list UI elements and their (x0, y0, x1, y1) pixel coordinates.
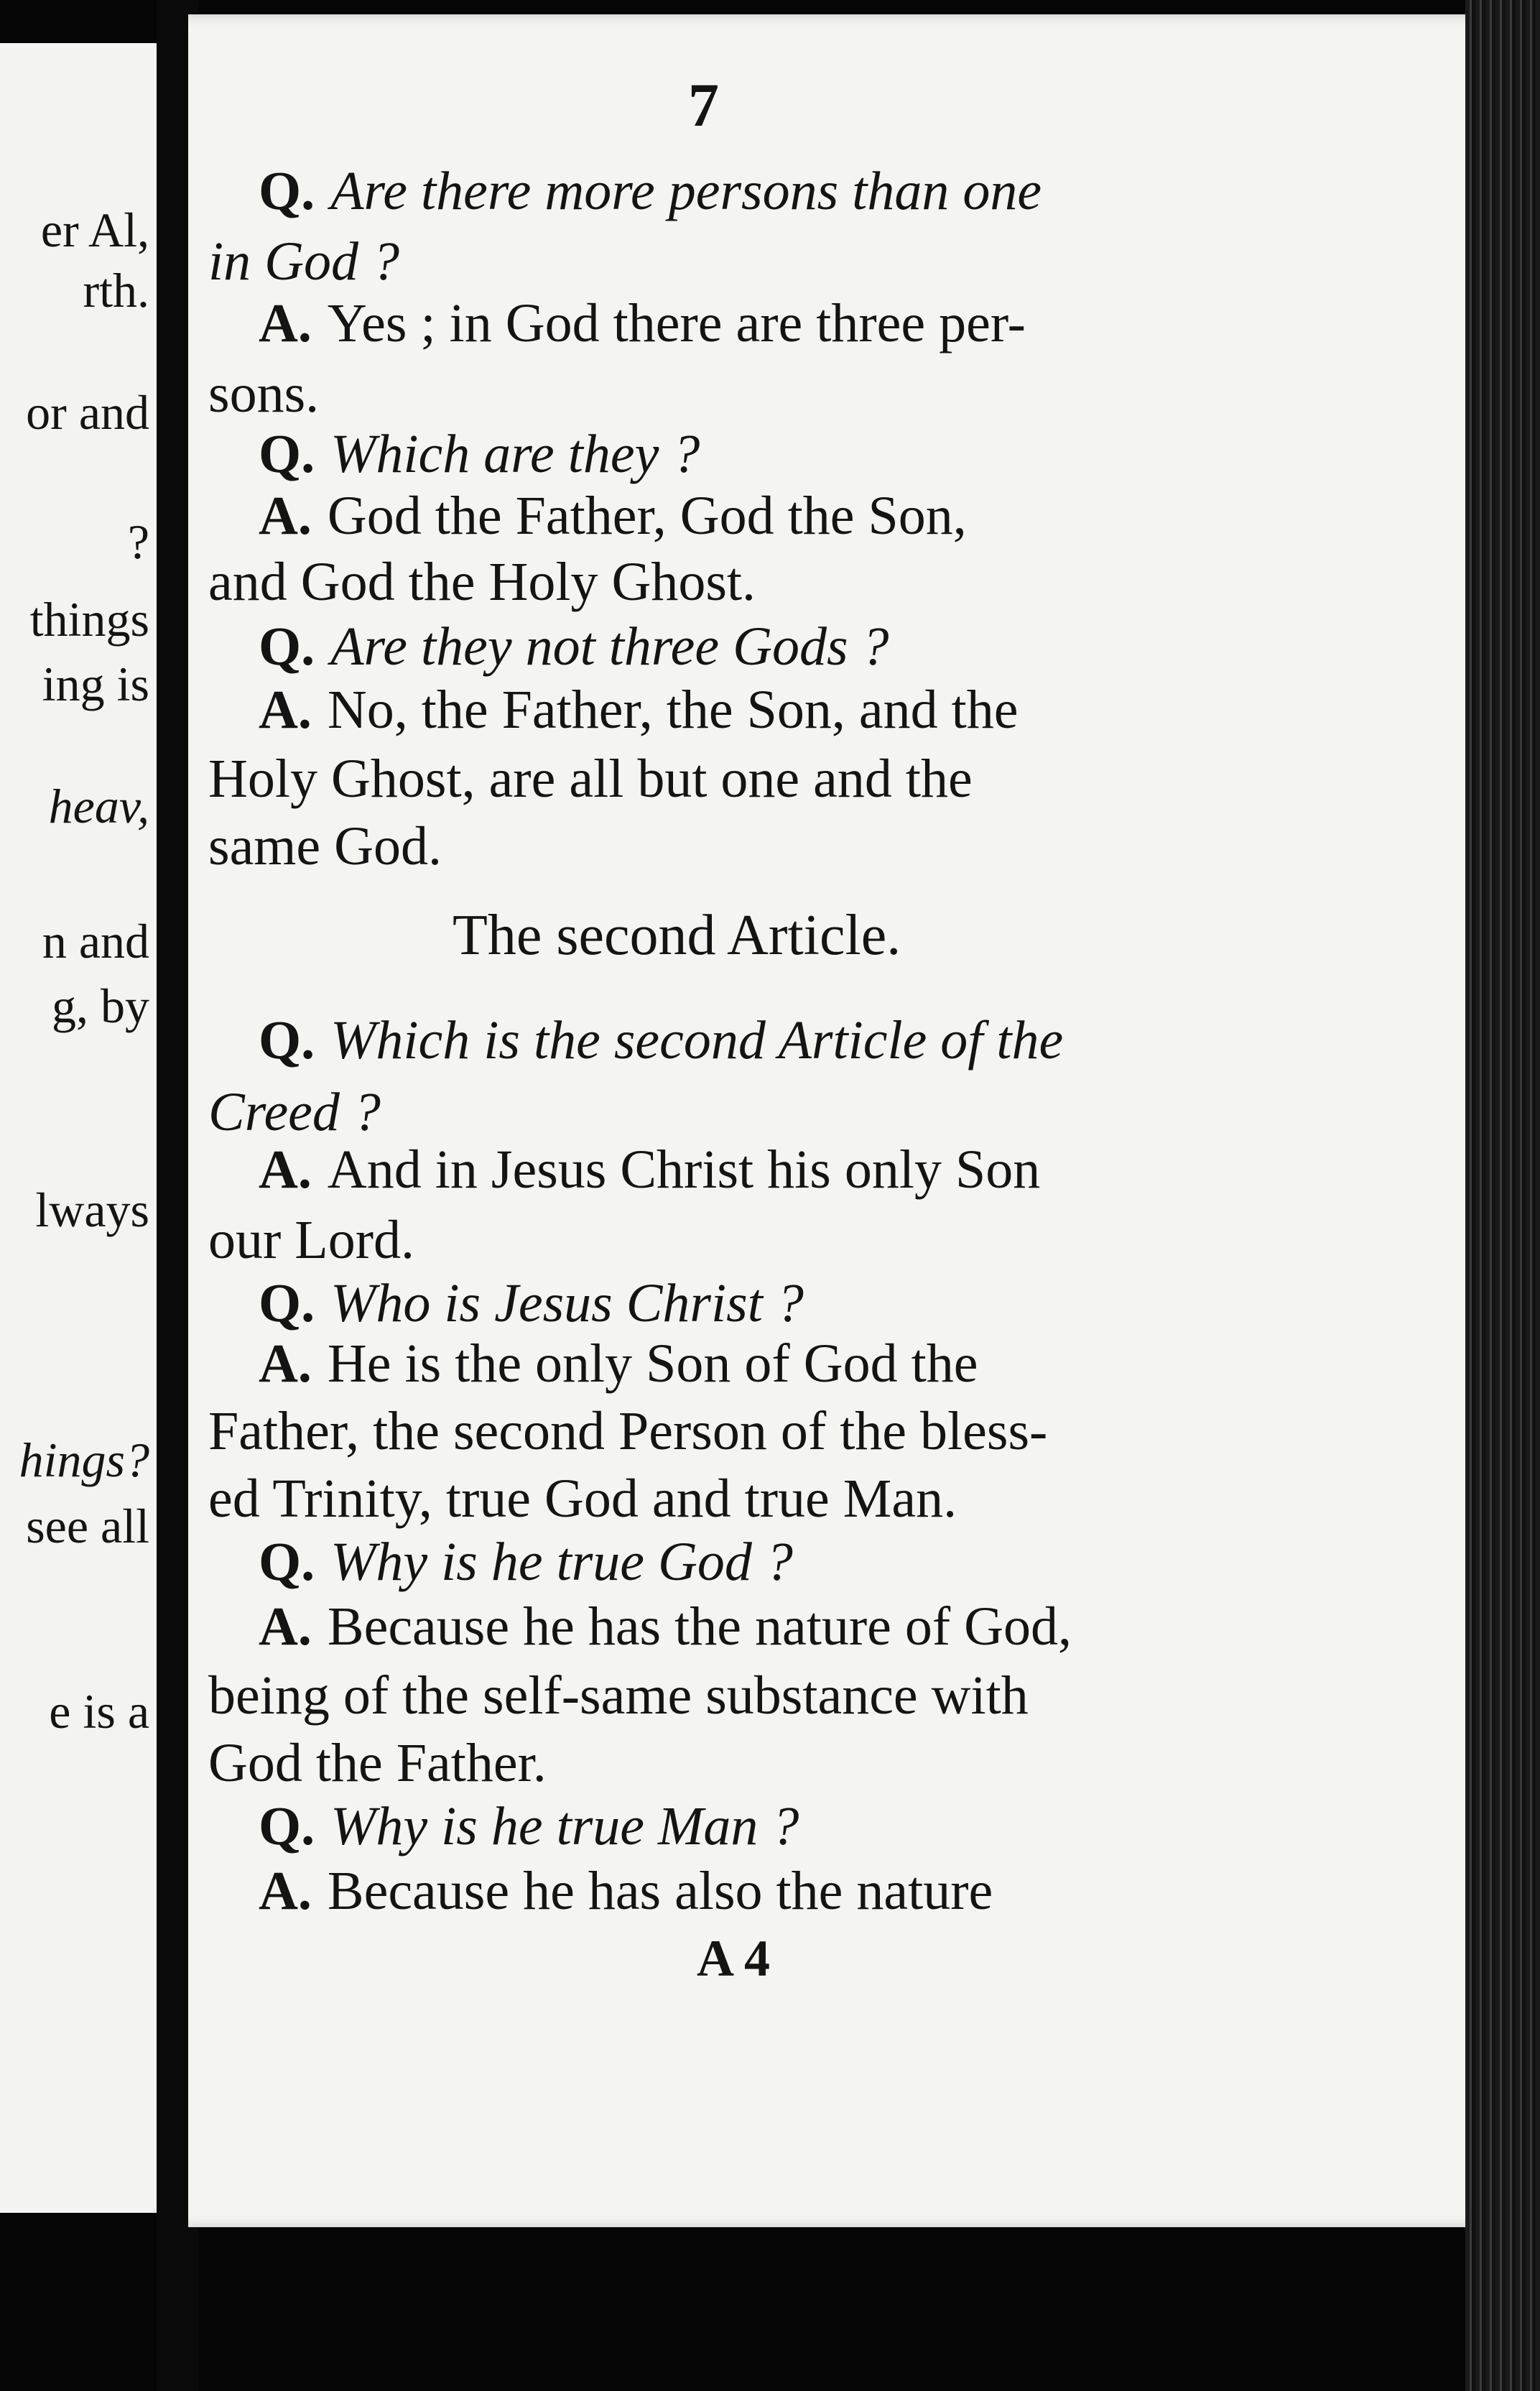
question-label: Q. (259, 1796, 315, 1856)
facing-page-strip (0, 43, 157, 2213)
answer-text: Father, the second Person of the bless- (208, 1401, 1048, 1461)
text-line (208, 1733, 1228, 1793)
answer-text: And in Jesus Christ his only Son (327, 1139, 1041, 1200)
text-line (208, 1469, 1228, 1529)
question-text: in God ? (208, 231, 399, 292)
answer-label: A. (259, 1861, 312, 1921)
question-label: Q. (259, 1532, 315, 1592)
facing-page-line: rth. (83, 263, 149, 318)
text-line (259, 161, 1279, 221)
page-number: 7 (688, 70, 719, 139)
question-label: Q. (259, 161, 315, 221)
question-text: Which is the second Article of the (330, 1010, 1064, 1070)
facing-page-line: n and (42, 914, 149, 968)
text-line (208, 1665, 1228, 1726)
text-line (208, 749, 1228, 809)
answer-label: A. (259, 486, 312, 546)
answer-text: Holy Ghost, are all but one and the (208, 749, 973, 809)
text-line (208, 816, 1228, 877)
question-text: Are they not three Gods ? (330, 616, 889, 677)
question-text: Why is he true Man ? (330, 1796, 799, 1856)
answer-text: our Lord. (208, 1210, 415, 1270)
question-text: Which are they ? (330, 424, 700, 484)
question-label: Q. (259, 616, 315, 677)
text-line (259, 293, 1279, 353)
answer-label: A. (259, 1596, 312, 1657)
text-line (259, 1596, 1279, 1657)
facing-page-line: heav, (48, 779, 149, 833)
text-line (259, 1532, 1279, 1592)
text-line (259, 680, 1279, 740)
page-edges (1465, 0, 1540, 2391)
facing-page-line: ? (127, 514, 149, 569)
answer-text: He is the only Son of God the (327, 1333, 978, 1394)
text-line (259, 1010, 1279, 1070)
facing-page-line: g, by (52, 979, 149, 1033)
answer-text: Yes ; in God there are three per- (327, 293, 1026, 353)
answer-text: No, the Father, the Son, and the (327, 680, 1019, 740)
text-line (259, 1139, 1279, 1200)
text-line (259, 424, 1279, 484)
text-line (208, 1082, 1228, 1142)
text-line (208, 1401, 1228, 1461)
facing-page-line: ing is (42, 657, 149, 711)
answer-text: sons. (208, 364, 320, 424)
question-label: Q. (259, 1273, 315, 1333)
answer-text: Because he has the nature of God, (327, 1596, 1072, 1657)
text-line (259, 1796, 1279, 1856)
answer-text: and God the Holy Ghost. (208, 552, 756, 612)
text-line (208, 1210, 1228, 1270)
text-line (259, 1273, 1279, 1333)
text-line (259, 616, 1279, 677)
facing-page-line: hings? (19, 1433, 149, 1487)
answer-label: A. (259, 1333, 312, 1394)
question-label: Q. (259, 1010, 315, 1070)
text-line (259, 486, 1279, 546)
facing-page-line: er Al, (40, 203, 149, 257)
text-line (259, 1333, 1279, 1394)
text-line (259, 1861, 1279, 1921)
signature-mark: A 4 (697, 1930, 771, 1987)
question-text: Who is Jesus Christ ? (330, 1273, 804, 1333)
text-line (208, 552, 1228, 612)
facing-page-line: lways (35, 1183, 149, 1237)
question-text: Creed ? (208, 1082, 381, 1142)
question-text: Are there more persons than one (330, 161, 1042, 221)
answer-text: God the Father. (208, 1733, 547, 1793)
text-line (208, 364, 1228, 424)
facing-page-line: or and (26, 385, 149, 440)
facing-page-line: see all (26, 1499, 149, 1553)
facing-page-line: things (29, 592, 149, 647)
answer-text: God the Father, God the Son, (327, 486, 967, 546)
answer-text: Because he has also the nature (327, 1861, 993, 1921)
question-text: Why is he true God ? (330, 1532, 793, 1592)
question-label: Q. (259, 424, 315, 484)
text-line (208, 231, 1228, 292)
answer-label: A. (259, 680, 312, 740)
facing-page-line: e is a (49, 1684, 149, 1739)
answer-label: A. (259, 293, 312, 353)
answer-label: A. (259, 1139, 312, 1200)
section-heading: The second Article. (453, 904, 901, 967)
answer-text: being of the self-same substance with (208, 1665, 1029, 1726)
answer-text: ed Trinity, true God and true Man. (208, 1469, 957, 1529)
answer-text: same God. (208, 816, 442, 877)
